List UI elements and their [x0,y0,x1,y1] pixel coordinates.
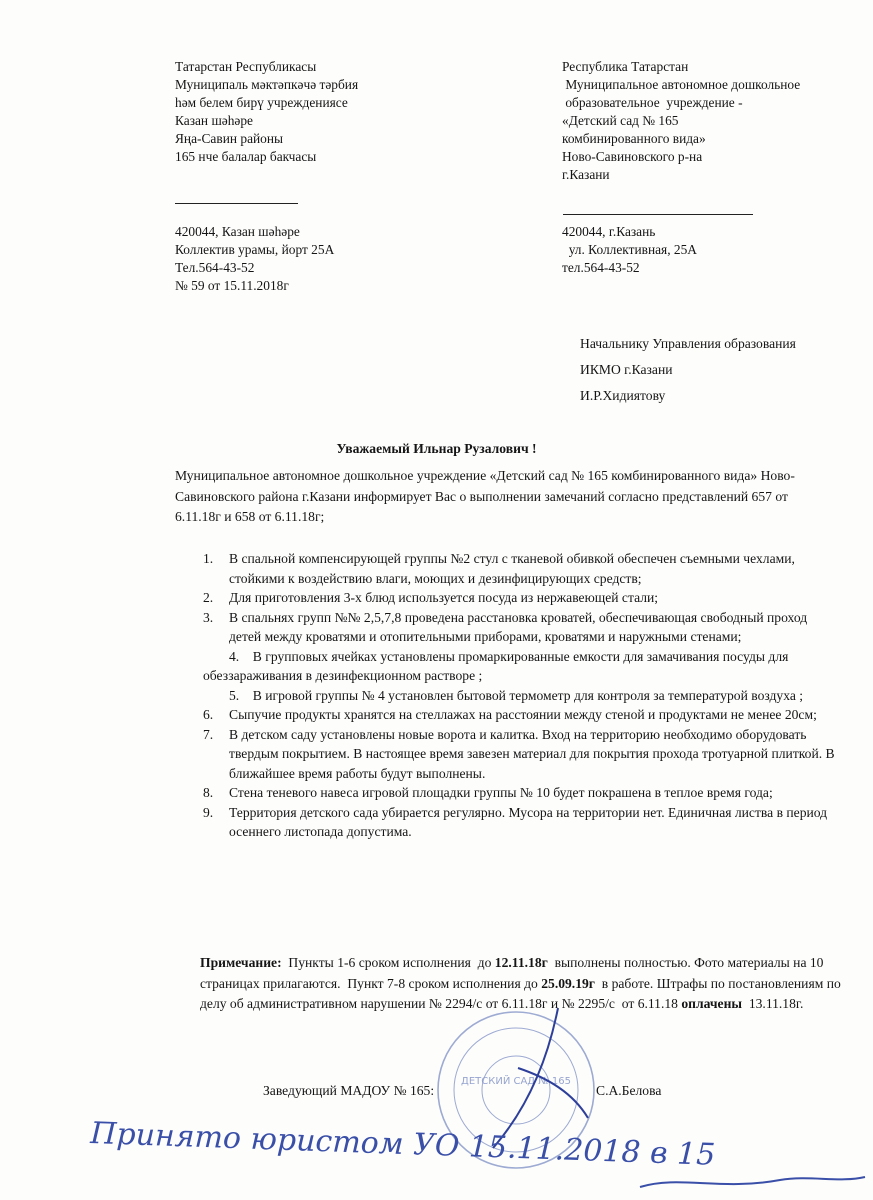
addressee-line: И.Р.Хидиятову [580,388,666,403]
header-right [562,58,862,184]
address-right [562,223,697,277]
item-number: 3. [203,609,214,625]
header-left-line: Казан шәһәре [175,113,253,128]
handwritten-note [80,1095,870,1200]
header-left-line: Муниципаль мәктәпкәчә тәрбия [175,77,359,92]
item-text: В групповых ячейках установлены промаркированные емкости для замачивания посуды для обеззараживания в дезинфекционном растворе ; [203,648,789,683]
addressee-block [580,331,796,409]
header-left [175,58,505,166]
address-left-line: Коллектив урамы, йорт 25А [175,242,335,257]
note-text: 13.11.18г. [742,996,804,1011]
addressee-line: Начальнику Управления образования [580,336,796,351]
header-right-divider [563,214,753,215]
note-text: в работе. Штрафы по постановлениям по делу об административном нарушении № 2294/с от 6.11.18г и № 2295/с от 6.11.18 [200,975,845,1011]
item-text: В спальной компенсирующей группы №2 стул с тканевой обивкой обеспечен съемными чехлами, стойкими к воздействию влаги, моющих и дезинфицирующих средств; [229,551,795,586]
header-right-line: Ново-Савиновского р-на [562,149,703,164]
address-right-line: ул. Коллективная, 25А [562,242,697,257]
item-text: В детском саду установлены новые ворота и калитка. Вход на территорию необходимо оборудовать твердым покрытием. В настоящее время завезен материал для покрытия прохода тротуарной плиткой. В ближайшее время работы будут выполнены. [229,726,835,781]
handwritten-signature-stroke [640,1177,865,1187]
item-text: Стена теневого навеса игровой площадки группы № 10 будет покрашена в теплое время года; [229,785,773,800]
header-right-line: Муниципальное автономное дошкольное [562,77,801,92]
list-item [175,588,835,608]
list-item [175,783,835,803]
note-date: 25.09.19г [541,975,595,991]
header-right-line: «Детский сад № 165 [562,113,679,128]
list-item [175,647,835,686]
note-date: 12.11.18г [494,955,548,970]
header-right-line: образовательное учреждение - [562,95,743,110]
list-item [175,705,835,725]
item-text: В игровой группы № 4 установлен бытовой термометр для контроля за температурой воздуха ; [249,687,804,703]
list-item [175,549,835,588]
header-right-line: г.Казани [562,167,610,182]
note-text: Пункты 1-6 сроком исполнения до [281,955,495,970]
item-number: 6. [203,707,214,722]
address-left [175,223,334,295]
note-label: Примечание: [200,955,282,970]
item-number: 4. [229,648,240,664]
outgoing-number: № 59 от 15.11.2018г [175,278,289,293]
note-text: выполнены полностью. Фото материалы на 10 страницах прилагаются. Пункт 7-8 сроком исполнения до [200,955,827,991]
header-left-divider [175,203,298,204]
list-item [175,803,835,842]
address-right-line: 420044, г.Казань [562,224,656,239]
item-text: В спальнях групп №№ 2,5,7,8 проведена расстановка кроватей, обеспечивающая свободный проход детей между кроватями и отопительными приборами, кроватями и наружными стенами; [229,609,808,644]
greeting: Уважаемый Ильнар Рузалович ! [336,441,537,456]
item-text: Территория детского сада убирается регулярно. Мусора на территории нет. Единичная листва в период осеннего листопада допустима. [229,804,828,839]
address-right-line: тел.564-43-52 [562,260,640,275]
item-number: 9. [203,804,214,820]
header-right-line: Республика Татарстан [562,59,689,74]
signature-name: С.А.Белова [596,1083,662,1098]
item-number: 1. [203,551,214,566]
stamp-text: ДЕТСКИЙ САД № 165 [461,1076,571,1087]
list-item [175,608,835,647]
header-left-line: 165 нче балалар бакчасы [175,149,317,164]
header-left-line: Яңа-Савин районы [175,131,284,146]
item-number: 2. [203,590,214,605]
handwritten-text: Принято юристом УО 15.11.2018 в 15 [89,1116,716,1173]
address-left-line: 420044, Казан шәһәре [175,224,300,239]
item-number: 8. [203,785,214,800]
item-text: Сыпучие продукты хранятся на стеллажах на расстоянии между стеной и продуктами не менее 20см; [229,707,817,722]
intro-paragraph: Муниципальное автономное дошкольное учреждение «Детский сад № 165 комбинированного вида» Ново-Савиновского района г.Казани информирует Вас о выполнении замечаний согласно представлений 657 от 6.11.18г и 658 от 6.11.18г; [175,468,795,524]
item-number: 7. [203,726,214,742]
header-left-line: һәм белем бирү учреждениясе [175,95,348,110]
item-number: 5. [229,687,240,703]
list-item [175,725,835,784]
remarks-list [175,549,835,842]
item-text: Для приготовления 3-х блюд используется посуда из нержавеющей стали; [229,590,659,605]
addressee-line: ИКМО г.Казани [580,362,673,377]
header-right-line: комбинированного вида» [562,131,706,146]
list-item [175,686,835,706]
signature-title: Заведующий МАДОУ № 165: [263,1083,435,1098]
header-left-line: Татарстан Республикасы [175,59,317,74]
address-left-line: Тел.564-43-52 [175,260,255,275]
note-paid: оплачены [681,996,743,1011]
